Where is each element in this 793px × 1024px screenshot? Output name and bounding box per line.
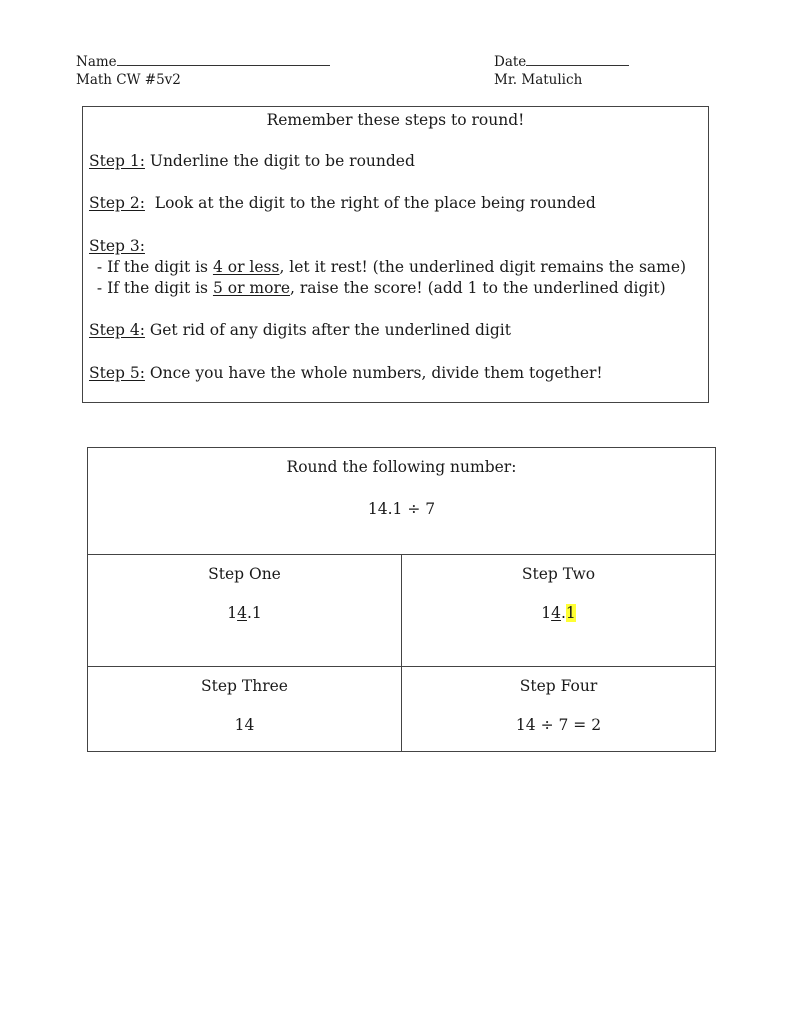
date-blank [526,53,629,66]
example-title: Round the following number: [286,458,517,476]
step-three-cell [88,667,402,752]
date-line [494,53,629,71]
step-one-digit-ones-underlined: 4 [237,604,247,622]
step-2 [89,193,596,214]
bullet-1-em: 4 or less [212,258,280,276]
rounding-steps-box [82,106,709,403]
class-label: Math CW #5v2 [76,72,181,88]
example-header-cell [88,448,716,555]
teacher-name: Mr. Matulich [494,72,583,88]
step-four-label: Step Four [519,677,598,695]
step-1-label: Step 1: [89,152,145,170]
step-4-label: Step 4: [89,321,145,339]
step-3-label: Step 3: [89,237,145,255]
step-5-label: Step 5: [89,364,145,382]
step-two-decimal-point: . [560,604,566,622]
example-table [87,447,716,752]
step-two-label: Step Two [521,565,596,583]
step-4 [89,320,511,341]
step-2-label: Step 2: [89,194,145,212]
bullet-2-post: , raise the score! (add 1 to the underlined digit) [290,279,666,297]
step-three-label: Step Three [201,677,288,695]
step-one-digit-tens: 1 [227,604,238,622]
step-3 [89,236,145,257]
step-one-digit-rest: .1 [246,604,262,622]
date-label: Date [494,54,527,70]
step-four-value: 14 ÷ 7 = 2 [515,716,602,734]
bullet-2-em: 5 or more [212,279,291,297]
step-four-cell [402,667,716,752]
step-one-cell [88,555,402,667]
step-5-text: Once you have the whole numbers, divide them together! [144,364,603,382]
bullet-1-post: , let it rest! (the underlined digit remains the same) [279,258,687,276]
step-3-bullet-1 [92,257,686,278]
step-two-digit-tens: 1 [541,604,552,622]
step-two-digit-ones-underlined: 4 [551,604,561,622]
example-problem: 14.1 ÷ 7 [367,500,436,518]
step-one-label: Step One [208,565,281,583]
step-two-digit-highlighted: 1 [565,604,576,622]
step-one-value [88,603,401,623]
step-three-value: 14 [234,716,255,734]
step-1-text: Underline the digit to be rounded [144,152,415,170]
step-3-bullet-2 [92,278,666,299]
name-blank [117,53,330,66]
step-1 [89,151,415,172]
bullet-2-pre: - If the digit is [92,279,213,297]
steps-title: Remember these steps to round! [266,111,525,129]
step-4-text: Get rid of any digits after the underlined digit [144,321,511,339]
name-line [76,53,330,71]
step-two-value [402,603,715,623]
step-2-text: Look at the digit to the right of the place being rounded [144,194,596,212]
name-label: Name [76,54,117,70]
step-two-cell [402,555,716,667]
step-5 [89,363,603,384]
bullet-1-pre: - If the digit is [92,258,213,276]
